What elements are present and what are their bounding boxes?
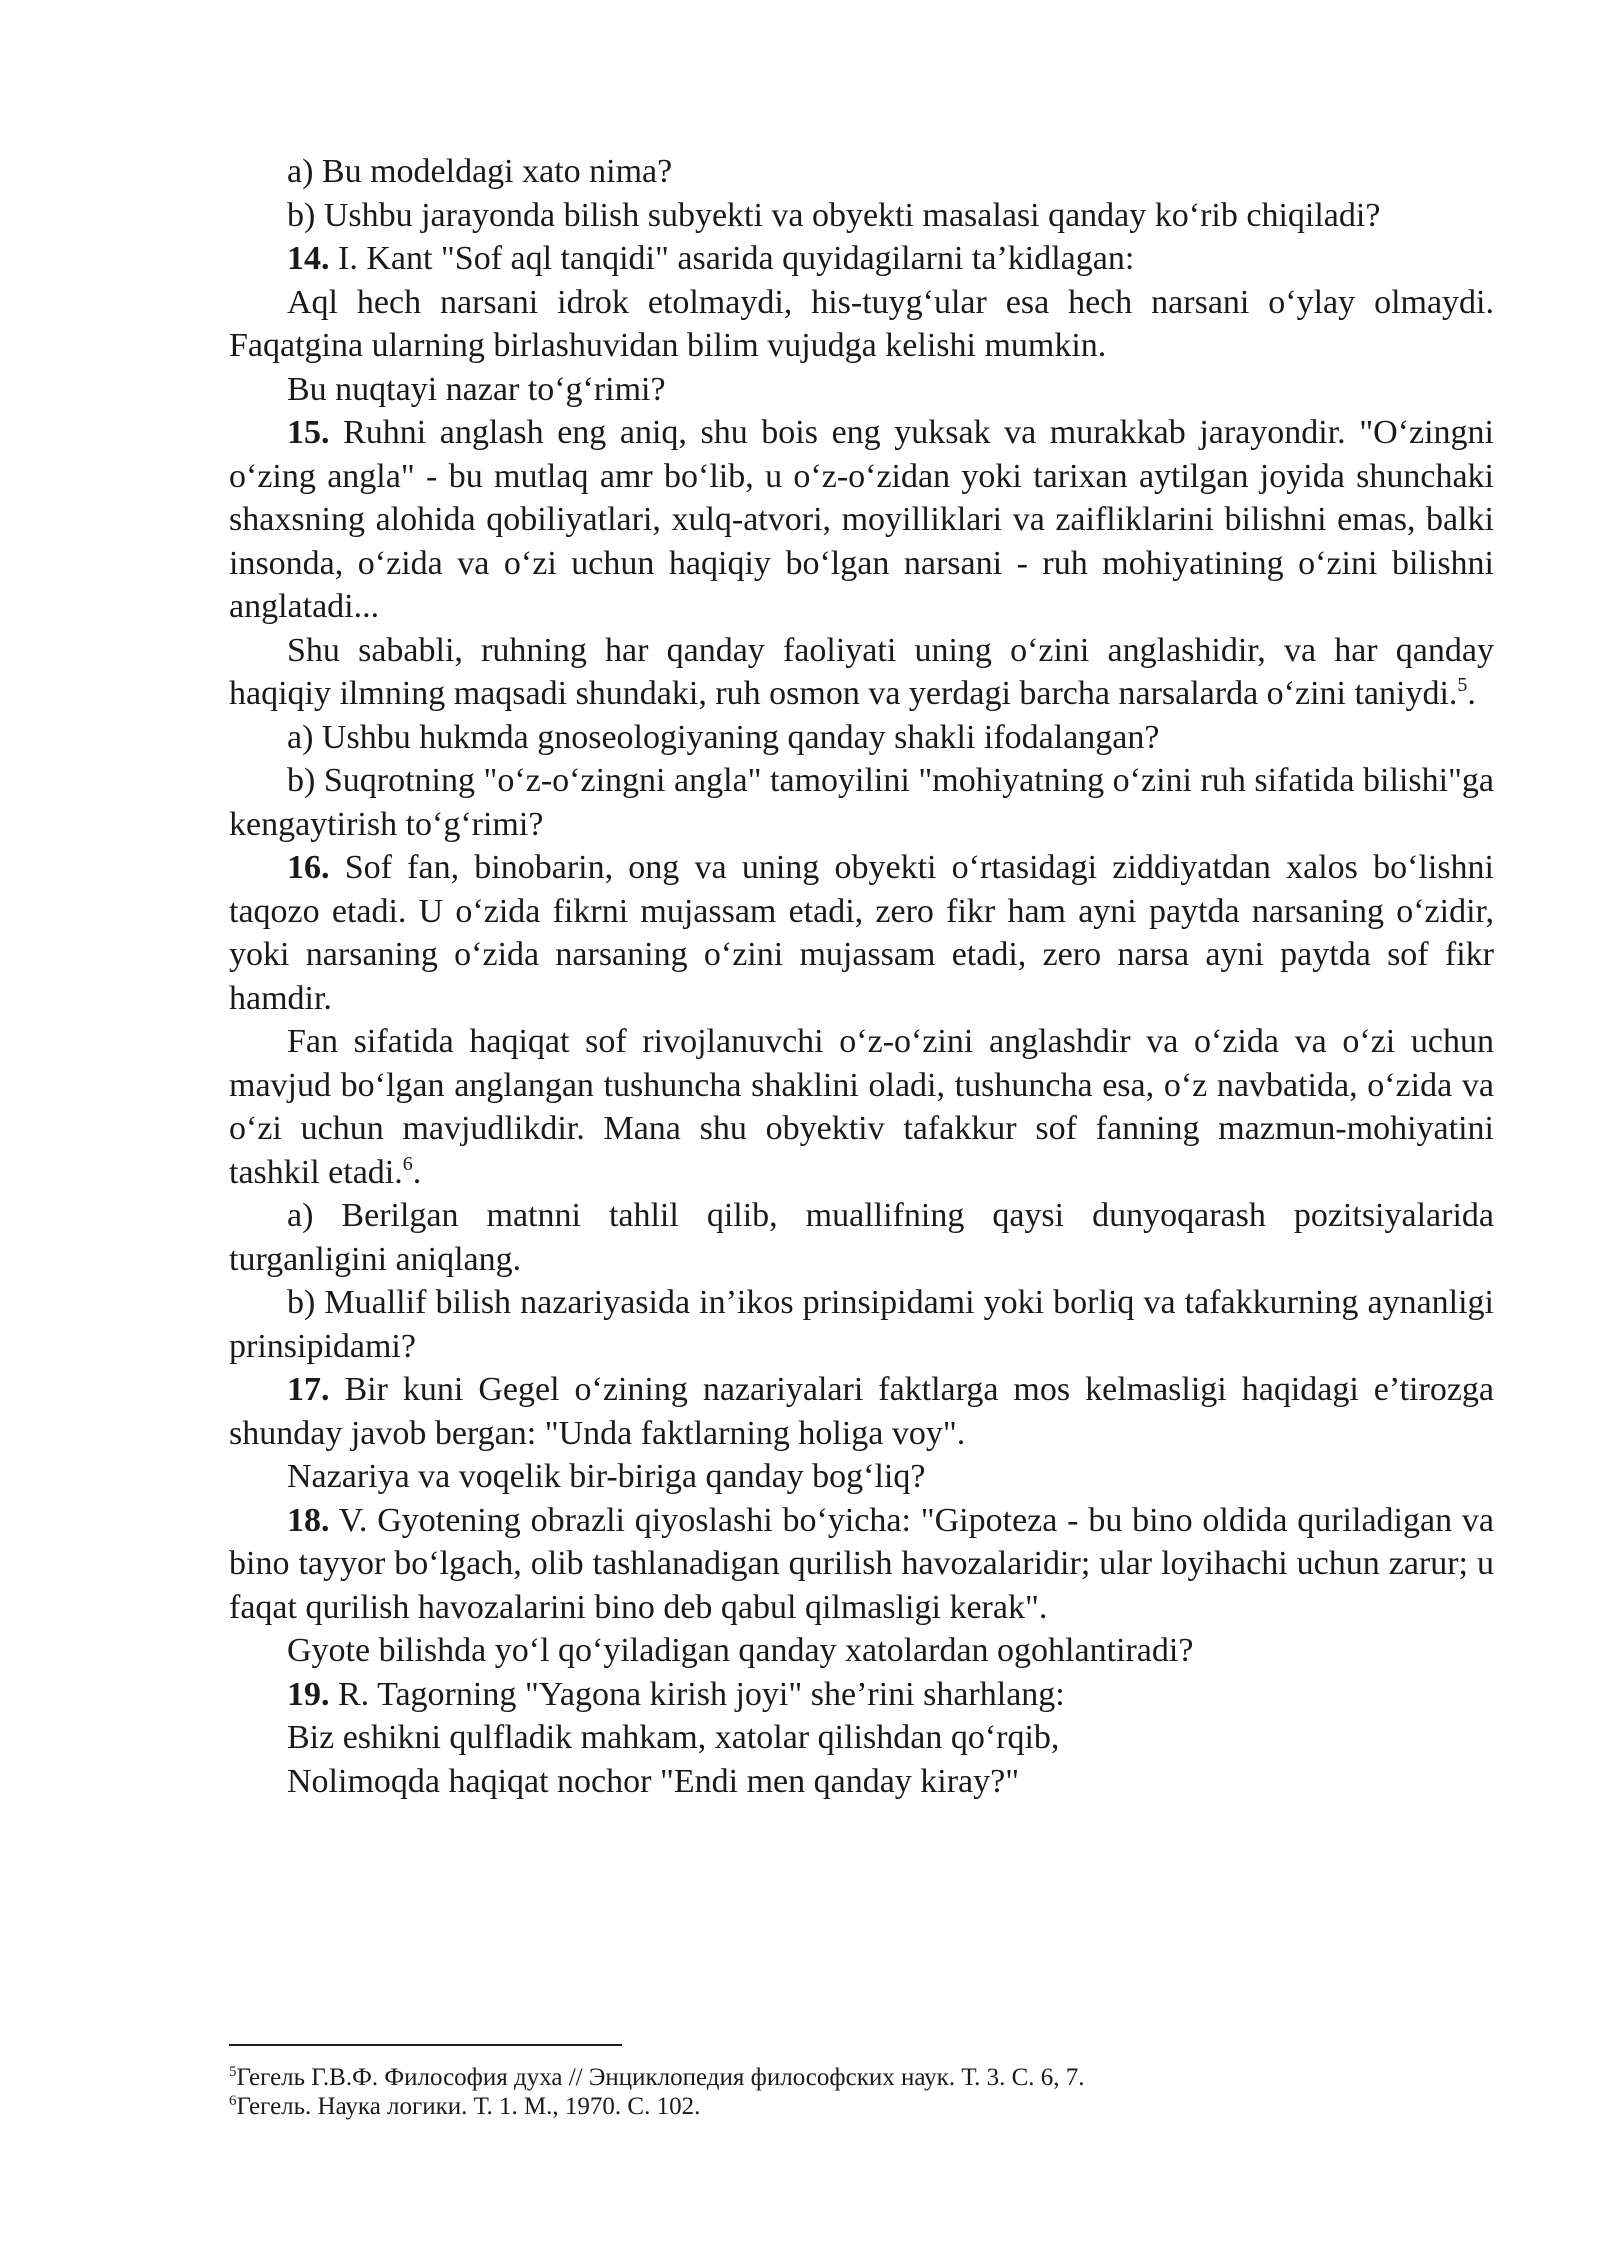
paragraph bbox=[229, 1629, 1494, 1673]
paragraph-tail: . bbox=[1467, 675, 1476, 712]
paragraph-text: b) Suqrotning "o‘z-o‘zingni angla" tamoyilini "mohiyatning o‘zini ruh sifatida bilishi"ga kengaytirish to‘g‘rimi? bbox=[229, 762, 1494, 843]
paragraph bbox=[229, 1020, 1494, 1194]
footnote-reference: 5 bbox=[1457, 674, 1468, 696]
item-number: 18. bbox=[287, 1501, 330, 1539]
item-number: 16. bbox=[287, 849, 330, 886]
paragraph-text: Gyote bilishda yo‘l qo‘yiladigan qanday xatolardan ogohlantiradi? bbox=[287, 1632, 1194, 1669]
footnote-mark: 5 bbox=[229, 2064, 237, 2080]
paragraph bbox=[229, 1673, 1494, 1717]
paragraph bbox=[229, 716, 1494, 760]
item-number: 17. bbox=[287, 1371, 330, 1408]
paragraph-text: Sof fan, binobarin, ong va uning obyekti o‘rtasidagi ziddiyatdan xalos bo‘lishni taqozo etadi. U o‘zida fikrni mujassam etadi, zero fikr ham ayni paytda narsaning o‘zidir, yoki narsaning o‘zida narsaning o‘zini mujassam etadi, zero narsa ayni paytda sof fikr hamdir. bbox=[229, 849, 1494, 1017]
paragraph-text: I. Kant "Sof aql tanqidi" asarida quyidagilarni ta’kidlagan: bbox=[329, 240, 1135, 277]
footnote-reference: 6 bbox=[402, 1152, 413, 1175]
paragraph-text: R. Tagorning "Yagona kirish joyi" she’rini sharhlang: bbox=[329, 1675, 1065, 1713]
paragraph bbox=[229, 759, 1494, 846]
paragraph-text: a) Berilgan matnni tahlil qilib, muallifning qaysi dunyoqarash pozitsiyalarida turganligini aniqlang. bbox=[229, 1197, 1494, 1278]
paragraph-text: Ruhni anglash eng aniq, shu bois eng yuksak va murakkab jarayondir. "O‘zingni o‘zing angla" - bu mutlaq amr bo‘lib, u o‘z-o‘zidan yoki tarixan aytilgan joyida shunchaki shaxsning alohida qobiliyatlari, xulq-atvori, moyilliklari va zaifliklarini bilishni emas, balki insonda, o‘zida va o‘zi uchun haqiqiy bo‘lgan narsani - ruh mohiyatining o‘zini bilishni anglatadi... bbox=[229, 414, 1494, 625]
paragraph-text: b) Muallif bilish nazariyasida in’ikos prinsipidami yoki borliq va tafakkurning aynanligi prinsipidami? bbox=[229, 1284, 1494, 1365]
paragraph bbox=[229, 1194, 1494, 1281]
paragraph-tail: . bbox=[412, 1153, 422, 1191]
paragraph-text: Fan sifatida haqiqat sof rivojlanuvchi o‘z-o‘zini anglashdir va o‘zida va o‘zi uchun mavjud bo‘lgan anglangan tushuncha shaklini oladi, tushuncha esa, o‘z navbatida, o‘zida va o‘zi uchun mavjudlikdir. Mana shu obyektiv tafakkur sof fanning mazmun-mohiyatini tashkil etadi. bbox=[229, 1023, 1494, 1191]
paragraph-text: Bir kuni Gegel o‘zining nazariyalari faktlarga mos kelmasligi haqidagi e’tirozga shunday javob bergan: "Unda faktlarning holiga voy". bbox=[229, 1371, 1494, 1452]
paragraph bbox=[229, 1368, 1494, 1455]
paragraph-text: a) Ushbu hukmda gnoseologiyaning qanday shakli ifodalangan? bbox=[287, 718, 1160, 756]
paragraph bbox=[229, 1499, 1494, 1630]
paragraph bbox=[229, 194, 1494, 238]
paragraph bbox=[229, 846, 1494, 1020]
poem-line bbox=[229, 1760, 1494, 1804]
footnote-text: Гегель. Наука логики. Т. 1. М., 1970. С. 102. bbox=[236, 2093, 701, 2120]
footnote-mark: 6 bbox=[229, 2093, 237, 2109]
poem-line bbox=[229, 1716, 1494, 1760]
paragraph-text: a) Bu modeldagi xato nima? bbox=[287, 153, 673, 190]
footnote bbox=[229, 2063, 1494, 2092]
paragraph bbox=[229, 1455, 1494, 1499]
paragraph bbox=[229, 237, 1494, 281]
paragraph-text: Bu nuqtayi nazar to‘g‘rimi? bbox=[287, 370, 666, 408]
footnote-separator bbox=[229, 2044, 622, 2046]
item-number: 19. bbox=[287, 1675, 330, 1713]
paragraph bbox=[229, 411, 1494, 629]
paragraph-text: V. Gyotening obrazli qiyoslashi bo‘yicha: "Gipoteza - bu bino oldida quriladigan va bino tayyor bo‘lgach, olib tashlanadigan qurilish havozalaridir; ular loyihachi uchun zarur; u faqat qurilish havozalarini bino deb qabul qilmasligi kerak". bbox=[229, 1501, 1494, 1626]
paragraph-text: Aql hech narsani idrok etolmaydi, his-tuyg‘ular esa hech narsani o‘ylay olmaydi. Faqatgina ularning birlashuvidan bilim vujudga kelishi mumkin. bbox=[229, 283, 1494, 364]
paragraph-text: Nazariya va voqelik bir-biriga qanday bog‘liq? bbox=[287, 1458, 926, 1495]
paragraph-text: Shu sababli, ruhning har qanday faoliyati uning o‘zini anglashidir, va har qanday haqiqiy ilmning maqsadi shundaki, ruh osmon va yerdagi barcha narsalarda o‘zini taniydi. bbox=[229, 631, 1494, 712]
footnote-text: Гегель Г.В.Ф. Философия духа // Энциклопедия философских наук. Т. 3. С. 6, 7. bbox=[236, 2064, 1085, 2091]
paragraph-text: b) Ushbu jarayonda bilish subyekti va obyekti masalasi qanday ko‘rib chiqiladi? bbox=[287, 196, 1381, 234]
footnote bbox=[229, 2092, 1494, 2121]
paragraph-text: Nolimoqda haqiqat nochor "Endi men qanday kiray?" bbox=[287, 1762, 1020, 1800]
footnotes bbox=[229, 2063, 1494, 2121]
paragraph-text: Biz eshikni qulfladik mahkam, xatolar qilishdan qo‘rqib, bbox=[287, 1719, 1060, 1756]
paragraph bbox=[229, 1281, 1494, 1368]
item-number: 14. bbox=[287, 240, 330, 277]
paragraph bbox=[229, 281, 1494, 368]
document-body bbox=[229, 150, 1494, 1803]
paragraph bbox=[229, 368, 1494, 412]
paragraph bbox=[229, 150, 1494, 194]
item-number: 15. bbox=[287, 414, 330, 451]
paragraph bbox=[229, 629, 1494, 716]
